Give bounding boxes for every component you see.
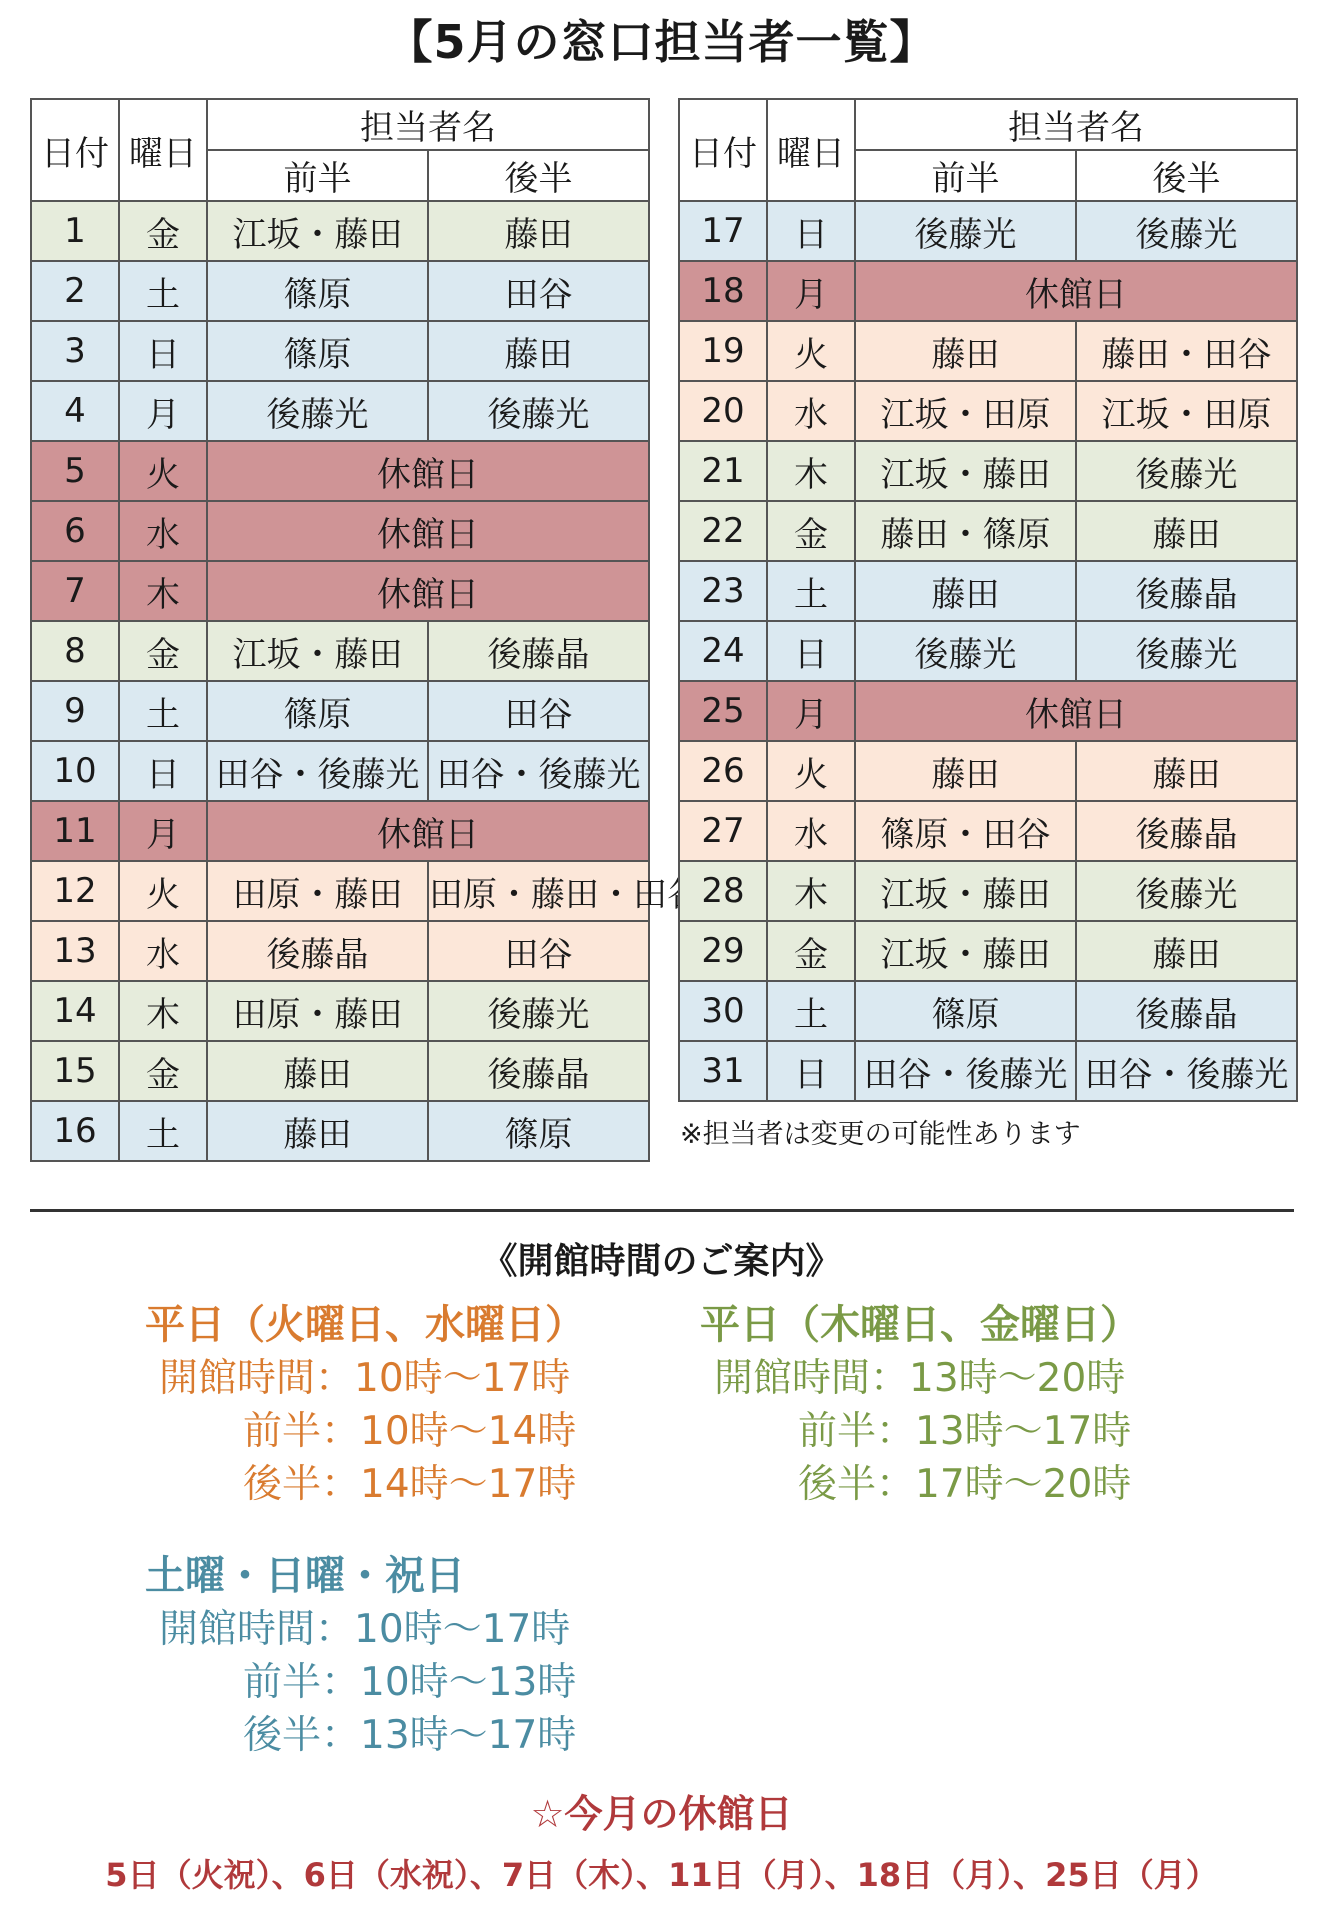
day-cell: 火	[767, 741, 855, 801]
second-half-cell: 藤田	[1076, 501, 1297, 561]
first-half-cell: 江坂・田原	[855, 381, 1076, 441]
second-half-cell: 後藤晶	[428, 1041, 649, 1101]
second-half-cell: 後藤晶	[1076, 561, 1297, 621]
hours-thu-fri	[700, 1298, 1140, 1511]
hours-weekend-open: 開館時間：10時～17時	[159, 1607, 571, 1652]
second-half-cell: 篠原	[428, 1101, 649, 1161]
second-half-cell: 後藤光	[1076, 621, 1297, 681]
first-half-cell: 藤田	[855, 561, 1076, 621]
day-cell: 水	[119, 921, 207, 981]
opening-hours-heading: 《開館時間のご案内》	[481, 1241, 842, 1282]
second-half-cell: 後藤光	[428, 981, 649, 1041]
second-half-cell: 藤田・田谷	[1076, 321, 1297, 381]
schedule-table-left	[30, 98, 701, 1162]
table-row	[31, 861, 649, 921]
table-row	[31, 681, 649, 741]
date-cell: 13	[31, 921, 119, 981]
first-half-cell: 藤田	[855, 321, 1076, 381]
schedule-rows-left	[31, 201, 701, 1161]
first-half-cell: 江坂・藤田	[207, 621, 428, 681]
second-half-cell: 江坂・田原	[1076, 381, 1297, 441]
header-staff: 担当者名	[855, 99, 1297, 150]
date-cell: 2	[31, 261, 119, 321]
day-cell: 水	[767, 381, 855, 441]
hours-weekend-second: 後半：13時～17時	[243, 1713, 577, 1758]
header-date: 日付	[31, 99, 119, 201]
first-half-cell: 田谷・後藤光	[855, 1041, 1076, 1101]
first-half-cell: 江坂・藤田	[207, 201, 428, 261]
date-cell: 30	[679, 981, 767, 1041]
table-row	[31, 261, 649, 321]
closed-cell: 休館日	[207, 561, 649, 621]
day-cell: 土	[767, 981, 855, 1041]
date-cell: 19	[679, 321, 767, 381]
change-notice: ※担当者は変更の可能性あります	[680, 1119, 1081, 1150]
first-half-cell: 江坂・藤田	[855, 921, 1076, 981]
hours-tue-wed-open: 開館時間：10時～17時	[159, 1356, 571, 1401]
table-row	[31, 1101, 649, 1161]
table-row	[679, 741, 1297, 801]
date-cell: 26	[679, 741, 767, 801]
hours-thu-fri-second: 後半：17時～20時	[798, 1462, 1132, 1507]
table-row	[679, 441, 1297, 501]
day-cell: 月	[767, 681, 855, 741]
table-row	[31, 501, 649, 561]
second-half-cell: 田谷	[428, 261, 649, 321]
date-cell: 10	[31, 741, 119, 801]
first-half-cell: 篠原	[207, 681, 428, 741]
closed-cell: 休館日	[855, 681, 1297, 741]
day-cell: 月	[119, 381, 207, 441]
date-cell: 8	[31, 621, 119, 681]
day-cell: 金	[119, 1041, 207, 1101]
date-cell: 1	[31, 201, 119, 261]
day-cell: 月	[119, 801, 207, 861]
second-half-cell: 田原・藤田・田谷	[428, 861, 649, 921]
first-half-cell: 後藤光	[855, 621, 1076, 681]
table-row	[679, 381, 1297, 441]
second-half-cell: 後藤晶	[1076, 801, 1297, 861]
second-half-cell: 後藤晶	[428, 621, 649, 681]
table-row	[31, 921, 649, 981]
day-cell: 日	[767, 1041, 855, 1101]
header-staff: 担当者名	[207, 99, 649, 150]
first-half-cell: 田原・藤田	[207, 981, 428, 1041]
table-row	[679, 561, 1297, 621]
second-half-cell: 藤田	[1076, 921, 1297, 981]
date-cell: 28	[679, 861, 767, 921]
first-half-cell: 江坂・藤田	[855, 441, 1076, 501]
closed-cell: 休館日	[207, 801, 649, 861]
second-half-cell: 田谷・後藤光	[428, 741, 649, 801]
table-row	[679, 321, 1297, 381]
table-row	[679, 261, 1297, 321]
day-cell: 火	[119, 861, 207, 921]
closed-cell: 休館日	[207, 501, 649, 561]
second-half-cell: 後藤光	[428, 381, 649, 441]
hours-tue-wed-first: 前半：10時～14時	[243, 1409, 577, 1454]
date-cell: 15	[31, 1041, 119, 1101]
table-row	[31, 561, 649, 621]
day-cell: 火	[767, 321, 855, 381]
closed-days-list: 5日（火祝）、6日（水祝）、7日（木）、11日（月）、18日（月）、25日（月）	[105, 1856, 1218, 1894]
first-half-cell: 藤田	[207, 1041, 428, 1101]
second-half-cell: 後藤光	[1076, 201, 1297, 261]
header-second-half: 後半	[428, 150, 649, 201]
table-row	[31, 1041, 649, 1101]
first-half-cell: 藤田	[855, 741, 1076, 801]
day-cell: 日	[119, 741, 207, 801]
date-cell: 12	[31, 861, 119, 921]
date-cell: 9	[31, 681, 119, 741]
table-row	[679, 201, 1297, 261]
header-second-half: 後半	[1076, 150, 1297, 201]
first-half-cell: 篠原	[207, 261, 428, 321]
section-divider	[30, 1209, 1294, 1212]
day-cell: 水	[119, 501, 207, 561]
table-row	[679, 501, 1297, 561]
second-half-cell: 後藤光	[1076, 861, 1297, 921]
table-row	[31, 981, 649, 1041]
table-row	[31, 321, 649, 381]
first-half-cell: 江坂・藤田	[855, 861, 1076, 921]
day-cell: 水	[767, 801, 855, 861]
day-cell: 土	[767, 561, 855, 621]
first-half-cell: 藤田	[207, 1101, 428, 1161]
table-row	[31, 801, 649, 861]
header-date: 日付	[679, 99, 767, 201]
table-row	[679, 681, 1297, 741]
day-cell: 木	[119, 561, 207, 621]
hours-weekend-first: 前半：10時～13時	[243, 1660, 577, 1705]
first-half-cell: 篠原	[207, 321, 428, 381]
date-cell: 17	[679, 201, 767, 261]
header-day: 曜日	[767, 99, 855, 201]
first-half-cell: 後藤光	[855, 201, 1076, 261]
hours-weekend-title: 土曜・日曜・祝日	[145, 1553, 465, 1599]
closed-cell: 休館日	[207, 441, 649, 501]
date-cell: 16	[31, 1101, 119, 1161]
first-half-cell: 篠原・田谷	[855, 801, 1076, 861]
date-cell: 25	[679, 681, 767, 741]
day-cell: 金	[119, 201, 207, 261]
first-half-cell: 後藤晶	[207, 921, 428, 981]
table-row	[679, 861, 1297, 921]
closed-days-title: ☆今月の休館日	[530, 1792, 793, 1836]
date-cell: 20	[679, 381, 767, 441]
table-row	[679, 921, 1297, 981]
hours-thu-fri-first: 前半：13時～17時	[798, 1409, 1132, 1454]
closed-cell: 休館日	[855, 261, 1297, 321]
second-half-cell: 後藤光	[1076, 441, 1297, 501]
header-first-half: 前半	[855, 150, 1076, 201]
table-row	[679, 981, 1297, 1041]
date-cell: 23	[679, 561, 767, 621]
table-row	[31, 381, 649, 441]
date-cell: 14	[31, 981, 119, 1041]
table-row	[31, 201, 649, 261]
date-cell: 3	[31, 321, 119, 381]
first-half-cell: 藤田・篠原	[855, 501, 1076, 561]
hours-thu-fri-title: 平日（木曜日、金曜日）	[700, 1302, 1140, 1348]
schedule-rows-right	[679, 201, 1297, 1101]
table-row	[679, 801, 1297, 861]
hours-thu-fri-open: 開館時間：13時～20時	[714, 1356, 1126, 1401]
day-cell: 木	[767, 441, 855, 501]
date-cell: 11	[31, 801, 119, 861]
table-row	[679, 1041, 1297, 1101]
first-half-cell: 篠原	[855, 981, 1076, 1041]
first-half-cell: 田原・藤田	[207, 861, 428, 921]
second-half-cell: 後藤晶	[1076, 981, 1297, 1041]
day-cell: 火	[119, 441, 207, 501]
day-cell: 月	[767, 261, 855, 321]
day-cell: 金	[119, 621, 207, 681]
second-half-cell: 田谷・後藤光	[1076, 1041, 1297, 1101]
date-cell: 6	[31, 501, 119, 561]
day-cell: 日	[119, 321, 207, 381]
date-cell: 31	[679, 1041, 767, 1101]
day-cell: 日	[767, 201, 855, 261]
date-cell: 5	[31, 441, 119, 501]
second-half-cell: 藤田	[428, 201, 649, 261]
second-half-cell: 藤田	[428, 321, 649, 381]
day-cell: 木	[767, 861, 855, 921]
day-cell: 木	[119, 981, 207, 1041]
date-cell: 4	[31, 381, 119, 441]
day-cell: 土	[119, 1101, 207, 1161]
header-first-half: 前半	[207, 150, 428, 201]
day-cell: 土	[119, 261, 207, 321]
date-cell: 7	[31, 561, 119, 621]
date-cell: 24	[679, 621, 767, 681]
first-half-cell: 後藤光	[207, 381, 428, 441]
second-half-cell: 田谷	[428, 921, 649, 981]
page-title: 【5月の窓口担当者一覧】	[386, 15, 937, 69]
hours-tue-wed	[145, 1298, 585, 1511]
date-cell: 22	[679, 501, 767, 561]
hours-tue-wed-second: 後半：14時～17時	[243, 1462, 577, 1507]
hours-weekend	[145, 1549, 576, 1762]
day-cell: 日	[767, 621, 855, 681]
table-row	[31, 741, 649, 801]
second-half-cell: 藤田	[1076, 741, 1297, 801]
first-half-cell: 田谷・後藤光	[207, 741, 428, 801]
second-half-cell: 田谷	[428, 681, 649, 741]
date-cell: 29	[679, 921, 767, 981]
date-cell: 27	[679, 801, 767, 861]
table-row	[31, 621, 649, 681]
day-cell: 土	[119, 681, 207, 741]
header-day: 曜日	[119, 99, 207, 201]
table-row	[679, 621, 1297, 681]
hours-tue-wed-title: 平日（火曜日、水曜日）	[145, 1302, 585, 1348]
day-cell: 金	[767, 501, 855, 561]
date-cell: 18	[679, 261, 767, 321]
schedule-table-right	[678, 98, 1298, 1102]
table-row	[31, 441, 649, 501]
date-cell: 21	[679, 441, 767, 501]
day-cell: 金	[767, 921, 855, 981]
